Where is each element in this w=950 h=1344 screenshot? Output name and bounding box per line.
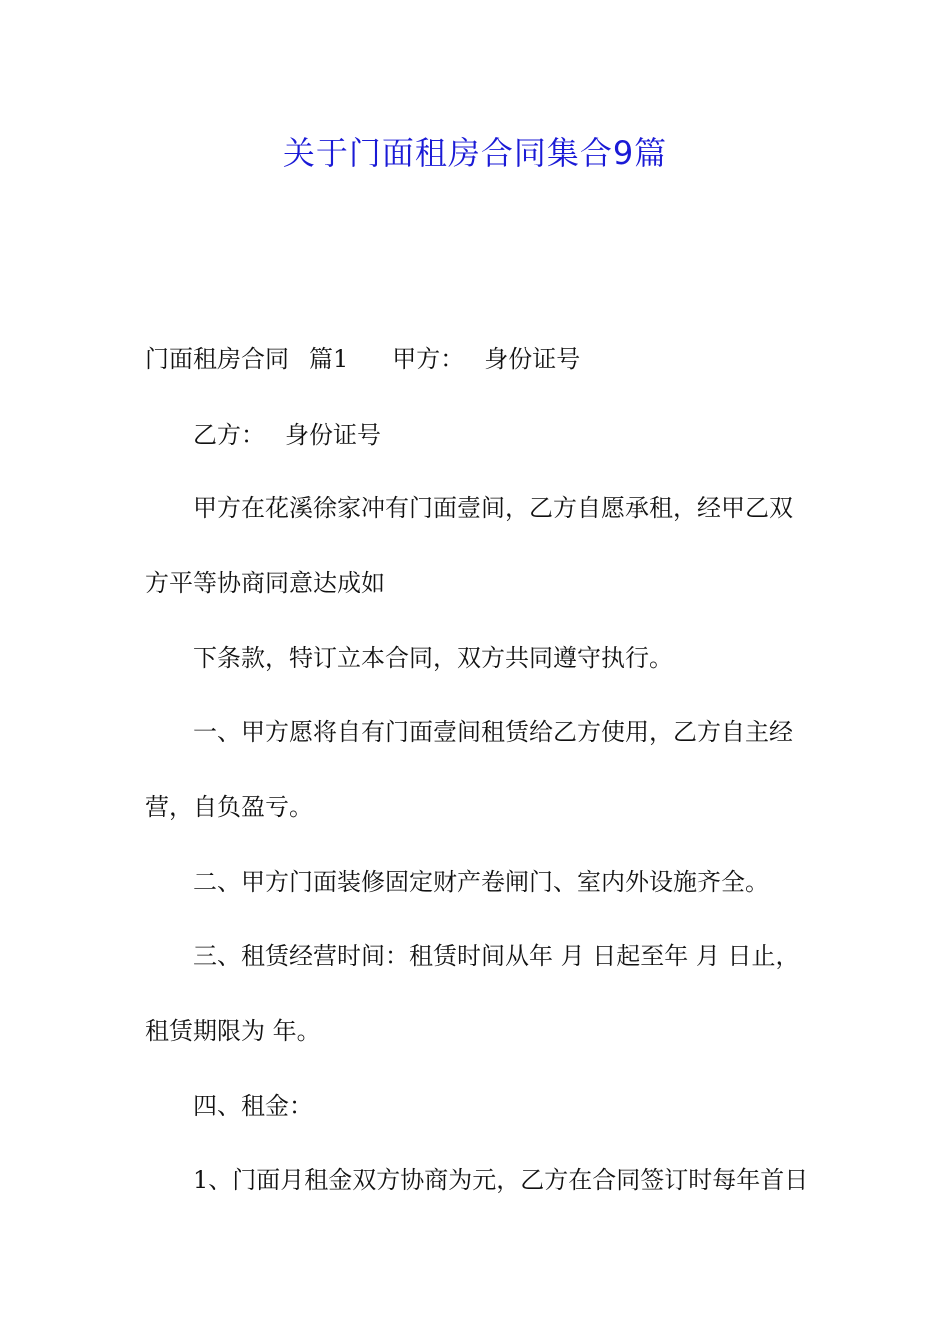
- party-a-id-label: 身份证号: [484, 345, 581, 373]
- paragraph-line: 方平等协商同意达成如: [145, 569, 385, 597]
- paragraph-line: 营，自负盈亏。: [145, 793, 313, 821]
- paragraph-line: 二、甲方门面装修固定财产卷闸门、室内外设施齐全。: [193, 868, 769, 896]
- section-label: 门面租房合同: [145, 345, 289, 373]
- party-b-line: [193, 420, 381, 450]
- part-label: 篇1: [309, 345, 349, 373]
- paragraph-line: 下条款，特订立本合同，双方共同遵守执行。: [193, 644, 673, 672]
- header-line: [145, 344, 580, 374]
- paragraph-line: 一、甲方愿将自有门面壹间租赁给乙方使用，乙方自主经: [193, 718, 793, 746]
- party-b-id-label: 身份证号: [285, 421, 381, 449]
- paragraph-line: 1、门面月租金双方协商为元，乙方在合同签订时每年首日: [193, 1166, 809, 1194]
- paragraph-line: 四、租金：: [193, 1092, 313, 1120]
- document-title: 关于门面租房合同集合9篇: [282, 134, 668, 172]
- paragraph-line: 三、租赁经营时间：租赁时间从年 月 日起至年 月 日止，: [193, 942, 800, 970]
- paragraph-line: 租赁期限为 年。: [145, 1017, 321, 1045]
- party-a-label: 甲方：: [392, 345, 465, 373]
- paragraph-line: 甲方在花溪徐家冲有门面壹间，乙方自愿承租，经甲乙双: [193, 494, 793, 522]
- party-b-label: 乙方：: [193, 421, 265, 449]
